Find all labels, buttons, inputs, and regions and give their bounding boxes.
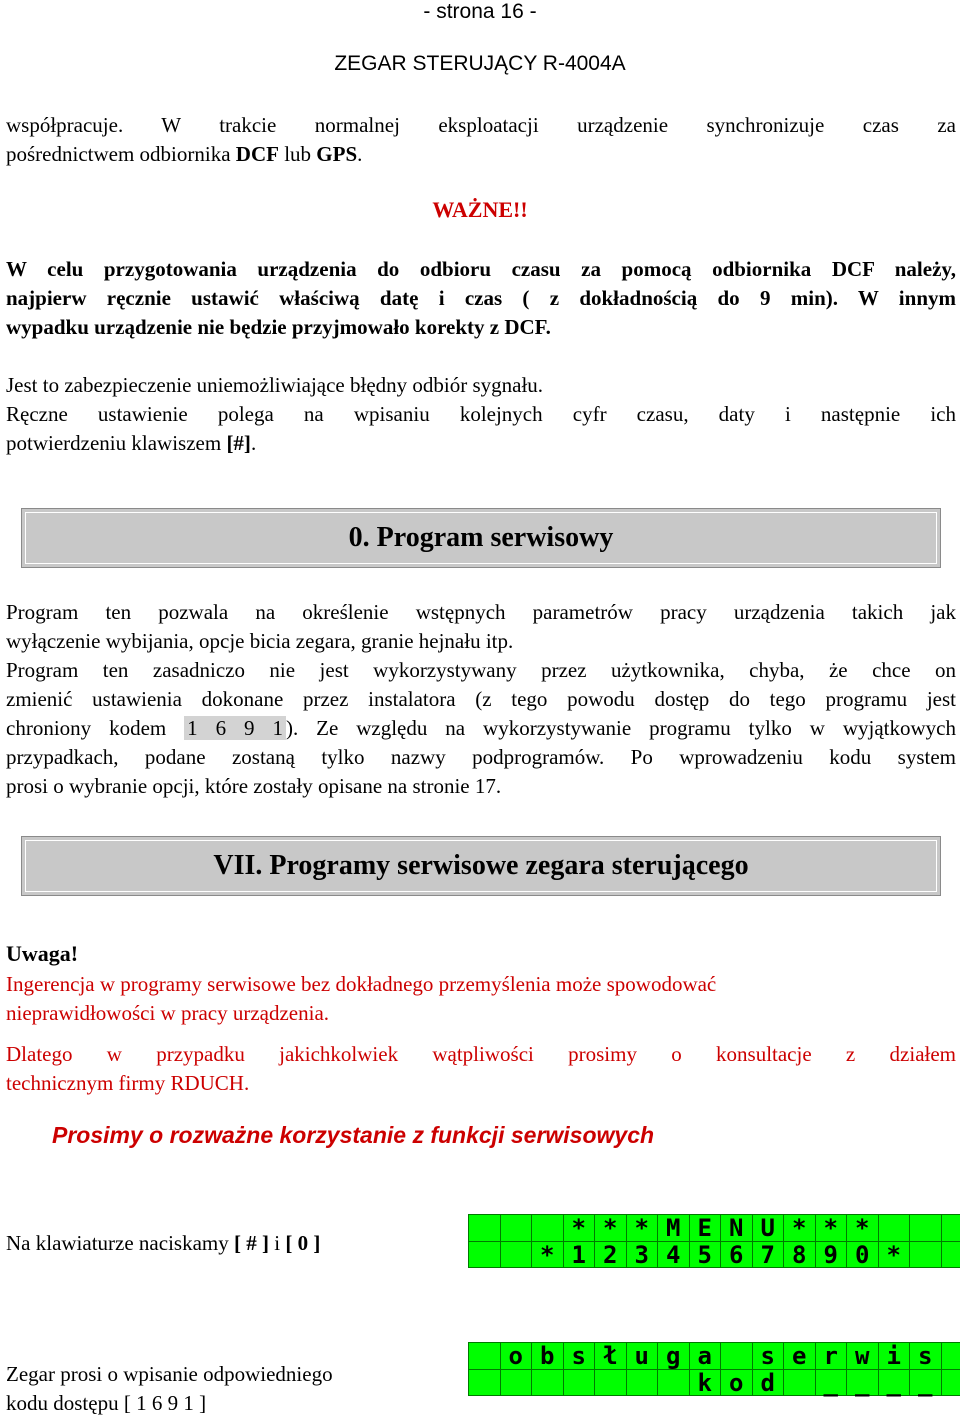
step1-cell: 1 [564, 1242, 595, 1268]
step-1-mid: i [269, 1231, 286, 1255]
step-1-text: Na klawiaturze naciskamy [6, 1231, 234, 1255]
lcd-display-code [468, 1342, 960, 1396]
warning-line-4: technicznym firmy RDUCH. [6, 1071, 250, 1095]
step1-cell: 9 [816, 1242, 847, 1268]
step1-cell: * [879, 1242, 910, 1268]
step2-cell: w [847, 1343, 878, 1369]
warning-line-1: Ingerencja w programy serwisowe bez dokładnego przemyślenia może spowodować [6, 972, 717, 996]
section-0-p1-line-1: Program ten pozwala na określenie wstępnych parametrów pracy urządzenia takich jak [6, 600, 956, 624]
step1-cell: E [690, 1215, 721, 1241]
section-0-p2-line-4: przypadkach, podane zostaną tylko nazwy podprogramów. Po wprowadzeniu kodu system [6, 745, 956, 769]
step1-cell: * [564, 1215, 595, 1241]
protection-line-2: Ręczne ustawienie polega na wpisaniu kolejnych cyfr czasu, daty i następnie ich [6, 402, 956, 426]
step2-cell: s [910, 1343, 941, 1369]
step1-cell: 3 [627, 1242, 658, 1268]
gps-label: GPS [316, 142, 358, 166]
step2-cell: b [532, 1343, 563, 1369]
warning-line-3: Dlatego w przypadku jakichkolwiek wątpliwości prosimy o konsultacje z działem [6, 1042, 956, 1066]
access-code: 1 6 9 1 [184, 716, 286, 740]
intro-line-2-text: pośrednictwem odbiornika [6, 142, 236, 166]
intro-line-1: współpracuje. W trakcie normalnej eksploatacji urządzenie synchronizuje czas za [6, 113, 956, 137]
step2-cell: g [658, 1343, 689, 1369]
warning-emphasis: Prosimy o rozważne korzystanie z funkcji serwisowych [52, 1122, 655, 1148]
step1-cell: * [816, 1215, 847, 1241]
step2-cell [501, 1370, 532, 1396]
zero-key: [ 0 ] [285, 1231, 321, 1255]
important-paragraph [6, 255, 956, 342]
step-2-line-1: Zegar prosi o wpisanie odpowiedniego [6, 1362, 333, 1386]
warning-paragraph-2 [6, 1040, 956, 1098]
step2-cell: _ [847, 1370, 878, 1396]
step2-cell [627, 1370, 658, 1396]
section-0-title: 0. Program serwisowy [348, 522, 614, 553]
step2-cell [784, 1370, 815, 1396]
step2-cell: d [753, 1370, 784, 1396]
step1-cell: 2 [595, 1242, 626, 1268]
step2-cell: u [627, 1343, 658, 1369]
hash-key-label: [#] [226, 431, 251, 455]
intro-line-2 [6, 140, 956, 169]
section-0-p2-line-3-post: ). Ze względu na wykorzystywanie programu tylko w wyjątkowych [285, 716, 957, 740]
step2-cell: k [690, 1370, 721, 1396]
protection-paragraph [6, 371, 956, 458]
step2-cell [469, 1370, 500, 1396]
step2-cell [564, 1370, 595, 1396]
intro-paragraph [6, 111, 956, 169]
hash-key: [ # ] [234, 1231, 269, 1255]
step1-cell [942, 1242, 960, 1268]
step2-cell: o [501, 1343, 532, 1369]
step2-cell: s [753, 1343, 784, 1369]
step1-cell: U [753, 1215, 784, 1241]
step2-cell [532, 1370, 563, 1396]
step2-cell [942, 1370, 960, 1396]
document-title: ZEGAR STERUJĄCY R-4004A [334, 52, 626, 75]
section-0-p1-line-2: wyłączenie wybijania, opcje bicia zegara, granie hejnału itp. [6, 629, 514, 653]
step1-cell [501, 1242, 532, 1268]
step2-cell [469, 1343, 500, 1369]
intro-line-2-mid: lub [278, 142, 317, 166]
step2-cell: o [721, 1370, 752, 1396]
step1-cell [910, 1242, 941, 1268]
step1-cell: 0 [847, 1242, 878, 1268]
protection-line-1: Jest to zabezpieczenie uniemożliwiające błędny odbiór sygnału. [6, 373, 544, 397]
protection-line-3-end: . [250, 431, 257, 455]
step1-cell: 4 [658, 1242, 689, 1268]
step-2-instruction [6, 1360, 333, 1418]
step1-cell: * [784, 1215, 815, 1241]
warning-label: Uwaga! [6, 941, 79, 966]
step1-cell: 7 [753, 1242, 784, 1268]
step2-cell: s [564, 1343, 595, 1369]
step1-cell [942, 1215, 960, 1241]
section-0-paragraph [6, 598, 956, 801]
protection-line-3-text: potwierdzeniu klawiszem [6, 431, 227, 455]
warning-line-2: nieprawidłowości w pracy urządzenia. [6, 1001, 330, 1025]
important-line-2: najpierw ręcznie ustawić właściwą datę i czas ( z dokładnością do 9 min). W innym [6, 286, 956, 310]
step2-cell: ł [595, 1343, 626, 1369]
section-0-p2-line-2: zmienić ustawienia dokonane przez instalatora (z tego powodu dostęp do tego programu jest [6, 687, 956, 711]
section-7-title: VII. Programy serwisowe zegara sterującego [213, 850, 749, 881]
step1-cell [469, 1215, 500, 1241]
step1-cell: 6 [721, 1242, 752, 1268]
important-line-3: wypadku urządzenie nie będzie przyjmowało korekty z DCF. [6, 315, 551, 339]
step2-cell [721, 1343, 752, 1369]
step1-cell: 5 [690, 1242, 721, 1268]
step2-cell: i [879, 1343, 910, 1369]
section-7-header [21, 836, 941, 896]
step1-cell [879, 1215, 910, 1241]
step-2-line-2: kodu dostępu [ 1 6 9 1 ] [6, 1391, 207, 1415]
step1-cell: * [595, 1215, 626, 1241]
lcd-display-menu [468, 1214, 960, 1268]
important-label: WAŻNE!! [432, 197, 528, 222]
section-0-p2-line-3 [6, 714, 956, 743]
step1-cell [469, 1242, 500, 1268]
step2-cell [942, 1343, 960, 1369]
step1-cell [532, 1215, 563, 1241]
step2-cell: _ [910, 1370, 941, 1396]
step1-cell: * [627, 1215, 658, 1241]
step2-cell: _ [879, 1370, 910, 1396]
step1-cell: * [532, 1242, 563, 1268]
step-1-instruction [6, 1231, 320, 1256]
step2-cell [658, 1370, 689, 1396]
section-0-p2-line-5: prosi o wybranie opcji, które zostały opisane na stronie 17. [6, 774, 502, 798]
step1-cell: * [847, 1215, 878, 1241]
step1-cell: 8 [784, 1242, 815, 1268]
section-0-p2-line-3-text: chroniony kodem [6, 716, 185, 740]
step1-cell [501, 1215, 532, 1241]
step2-cell [595, 1370, 626, 1396]
step1-cell [910, 1215, 941, 1241]
step2-cell: _ [816, 1370, 847, 1396]
important-line-1: W celu przygotowania urządzenia do odbioru czasu za pomocą odbiornika DCF należy, [6, 257, 956, 281]
section-0-p2-line-1: Program ten zasadniczo nie jest wykorzystywany przez użytkownika, chyba, że chce on [6, 658, 956, 682]
step2-cell: r [816, 1343, 847, 1369]
page-number: - strona 16 - [423, 0, 537, 23]
protection-line-3 [6, 429, 956, 458]
step2-cell: e [784, 1343, 815, 1369]
intro-line-2-end: . [357, 142, 363, 166]
step2-cell: a [690, 1343, 721, 1369]
step1-cell: N [721, 1215, 752, 1241]
section-0-header [21, 508, 941, 568]
dcf-label: DCF [235, 142, 279, 166]
step1-cell: M [658, 1215, 689, 1241]
warning-paragraph [6, 970, 956, 1028]
